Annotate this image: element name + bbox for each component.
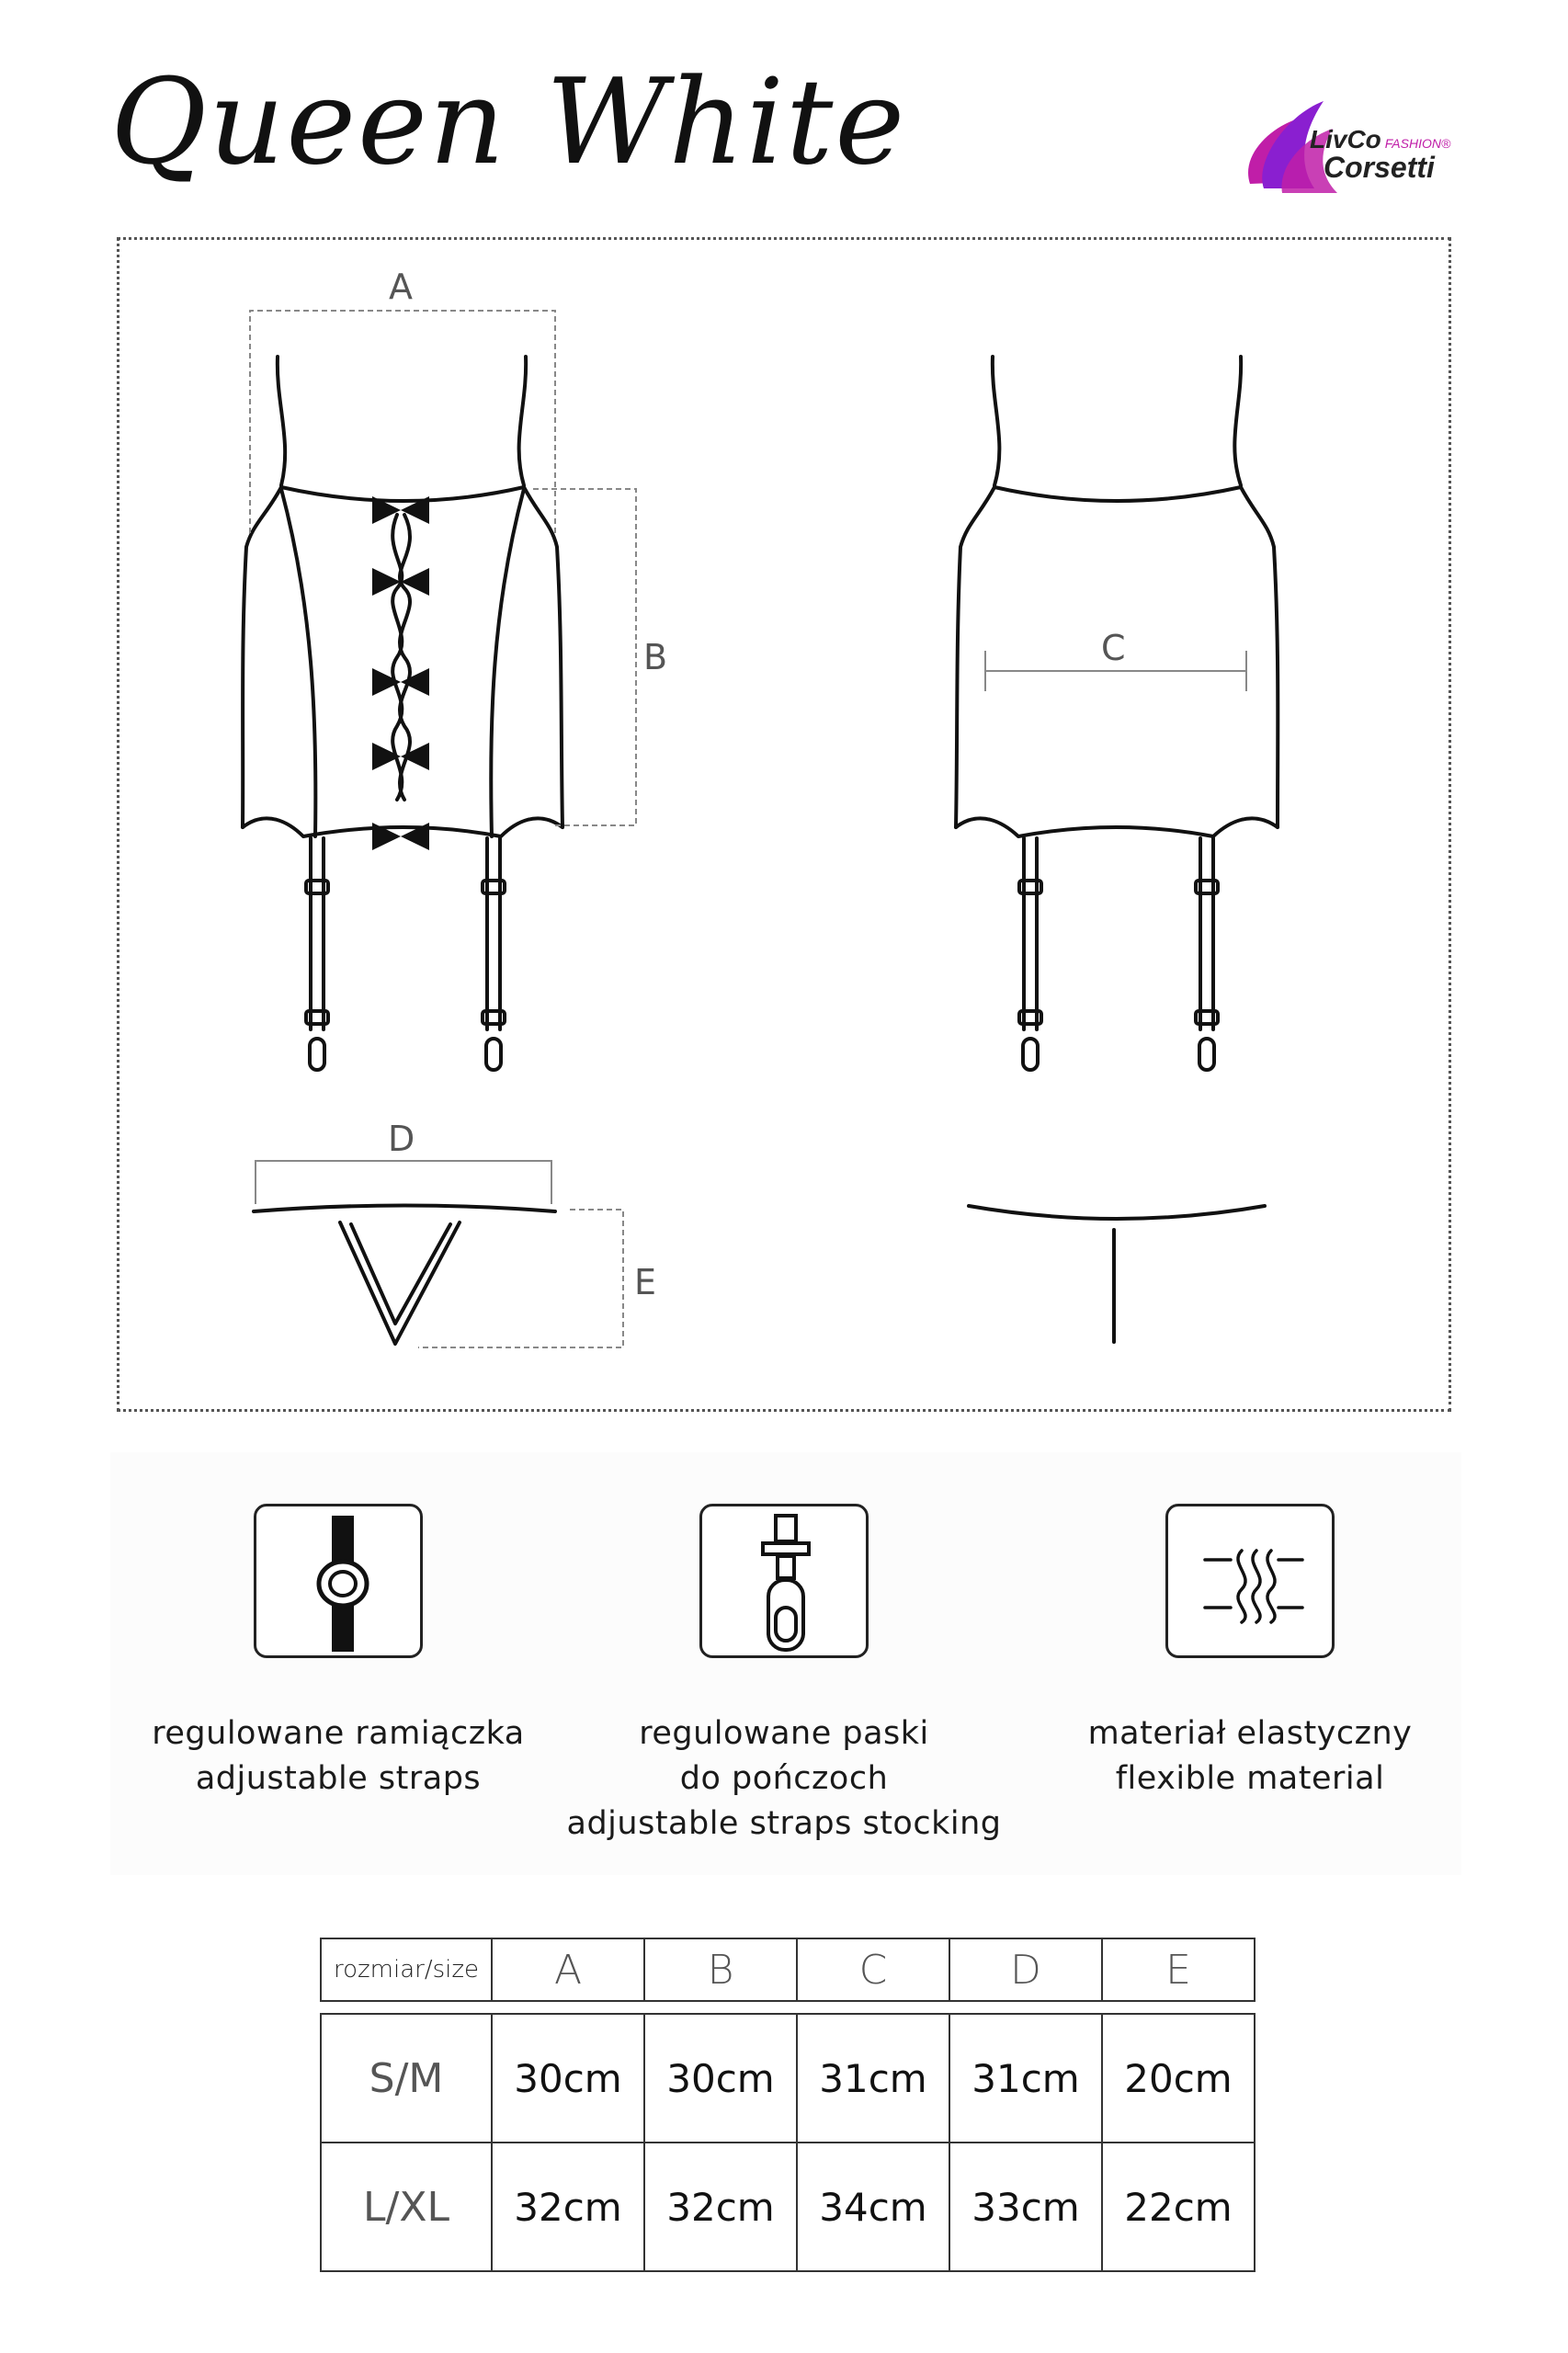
size-table bbox=[320, 1938, 1256, 2272]
size-table-header bbox=[321, 1938, 1255, 2001]
garter-clip-icon bbox=[699, 1504, 869, 1658]
feature-text-pl-2: do pończoch bbox=[679, 1760, 889, 1797]
feature-text-pl: regulowane paski bbox=[639, 1715, 929, 1752]
logo-text-livco: LivCo FASHION® bbox=[1310, 125, 1451, 153]
header-cell-size: rozmiar/size bbox=[321, 1938, 492, 2001]
value-cell: 34cm bbox=[797, 2143, 949, 2271]
feature-garter-straps bbox=[563, 1504, 1005, 1847]
dimension-label-e: E bbox=[634, 1262, 657, 1302]
strap-buckle-icon bbox=[254, 1504, 423, 1658]
feature-text-en: adjustable straps bbox=[195, 1760, 482, 1797]
dimension-label-c: C bbox=[1101, 628, 1126, 668]
feature-flexible-material bbox=[1029, 1504, 1471, 1802]
value-cell: 30cm bbox=[644, 2014, 797, 2143]
feature-adjustable-straps bbox=[118, 1504, 559, 1802]
product-title: Queen White bbox=[110, 54, 907, 191]
dimension-label-d: D bbox=[388, 1119, 415, 1159]
corset-front-drawing bbox=[243, 357, 562, 1070]
thong-back-drawing bbox=[969, 1206, 1265, 1342]
header-cell-d: D bbox=[949, 1938, 1102, 2001]
value-cell: 30cm bbox=[492, 2014, 644, 2143]
table-row bbox=[321, 2143, 1255, 2271]
bow-decorations bbox=[372, 496, 429, 850]
feature-text-en: flexible material bbox=[1115, 1760, 1385, 1797]
feature-text-pl: materiał elastyczny bbox=[1087, 1715, 1413, 1752]
value-cell: 32cm bbox=[644, 2143, 797, 2271]
header-cell-a: A bbox=[492, 1938, 644, 2001]
corset-back-drawing bbox=[956, 357, 1278, 1070]
feature-text-pl: regulowane ramiączka bbox=[152, 1715, 525, 1752]
table-row bbox=[321, 2014, 1255, 2143]
value-cell: 31cm bbox=[797, 2014, 949, 2143]
thong-front-drawing bbox=[254, 1206, 555, 1345]
logo-text-corsetti: Corsetti bbox=[1324, 151, 1435, 184]
header-cell-e: E bbox=[1102, 1938, 1255, 2001]
value-cell: 32cm bbox=[492, 2143, 644, 2271]
dimension-label-a: A bbox=[389, 267, 413, 307]
size-cell: L/XL bbox=[321, 2143, 492, 2271]
value-cell: 31cm bbox=[949, 2014, 1102, 2143]
value-cell: 20cm bbox=[1102, 2014, 1255, 2143]
value-cell: 22cm bbox=[1102, 2143, 1255, 2271]
size-cell: S/M bbox=[321, 2014, 492, 2143]
value-cell: 33cm bbox=[949, 2143, 1102, 2271]
header-cell-c: C bbox=[797, 1938, 949, 2001]
features-section bbox=[110, 1452, 1461, 1875]
stretch-waves-icon bbox=[1165, 1504, 1335, 1658]
header-cell-b: B bbox=[644, 1938, 797, 2001]
feature-text-en: adjustable straps stocking bbox=[566, 1805, 1002, 1842]
dimension-label-b: B bbox=[643, 637, 668, 677]
